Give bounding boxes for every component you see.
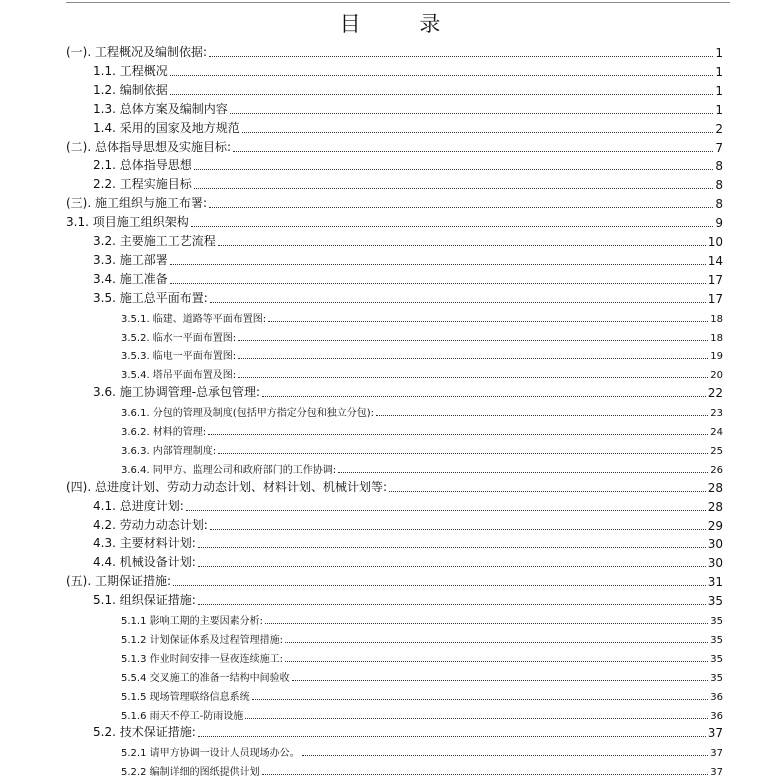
toc-entry-label: 5.1.5 现场管理联络信息系统 bbox=[121, 691, 250, 703]
toc-dot-leader bbox=[208, 434, 708, 435]
toc-entry-label: 5.1.3 作业时间安排一昼夜连续施工: bbox=[121, 653, 283, 665]
toc-entry-label: 2.1. 总体指导思想 bbox=[93, 158, 192, 173]
toc-entry[interactable] bbox=[121, 649, 723, 665]
toc-dot-leader bbox=[198, 736, 706, 737]
toc-entry[interactable] bbox=[66, 479, 723, 495]
toc-entry-page-number: 9 bbox=[715, 216, 723, 231]
toc-entry-label: 3.3. 施工部署 bbox=[93, 252, 168, 267]
toc-entry-page-number: 31 bbox=[707, 575, 723, 590]
toc-entry[interactable] bbox=[93, 290, 723, 306]
toc-entry[interactable] bbox=[93, 498, 723, 514]
toc-entry-page-number: 26 bbox=[710, 464, 723, 476]
toc-entry-page-number: 1 bbox=[715, 64, 723, 79]
toc-entry[interactable] bbox=[93, 82, 723, 98]
toc-entry-label: 3.5.3. 临电一平面布置图: bbox=[121, 351, 237, 363]
toc-entry-label: 3.5.2. 临水一平面布置图: bbox=[121, 332, 237, 344]
toc-dot-leader bbox=[198, 547, 706, 548]
toc-entry-page-number: 25 bbox=[710, 445, 723, 457]
toc-entry-page-number: 36 bbox=[710, 691, 723, 703]
toc-dot-leader bbox=[265, 623, 708, 624]
toc-dot-leader bbox=[191, 226, 714, 227]
toc-entry-page-number: 35 bbox=[710, 653, 723, 665]
toc-entry-label: 5.5.4 交叉施工的准备一结构中间验收 bbox=[121, 672, 290, 684]
toc-entry[interactable] bbox=[93, 384, 723, 400]
toc-entry-label: 3.6.2. 材料的管理: bbox=[121, 427, 207, 438]
toc-entry[interactable] bbox=[121, 762, 723, 778]
toc-entry[interactable] bbox=[121, 630, 723, 646]
toc-entry-label: 3.4. 施工准备 bbox=[93, 271, 168, 286]
toc-entry[interactable] bbox=[121, 422, 723, 438]
toc-entry-page-number: 8 bbox=[715, 197, 723, 212]
toc-entry[interactable] bbox=[93, 176, 723, 192]
toc-entry-page-number: 7 bbox=[715, 140, 723, 155]
toc-dot-leader bbox=[238, 358, 708, 359]
toc-entry-page-number: 17 bbox=[707, 272, 723, 287]
toc-entry[interactable] bbox=[121, 706, 723, 722]
toc-entry-label: 5.2. 技术保证措施: bbox=[93, 725, 196, 740]
toc-entry-label: (一). 工程概况及编制依据: bbox=[66, 45, 208, 59]
toc-entry[interactable] bbox=[121, 346, 723, 362]
toc-entry-label: (三). 施工组织与施工布署: bbox=[66, 196, 208, 211]
toc-entry-page-number: 24 bbox=[710, 427, 723, 438]
toc-dot-leader bbox=[230, 113, 714, 114]
toc-entry-page-number: 30 bbox=[707, 556, 723, 571]
toc-entry-label: 3.5.4. 塔吊平面布置及图: bbox=[121, 370, 237, 382]
toc-dot-leader bbox=[198, 604, 706, 605]
top-rule bbox=[66, 2, 730, 3]
toc-entry-page-number: 37 bbox=[707, 726, 723, 741]
toc-entry-page-number: 18 bbox=[710, 332, 723, 344]
toc-entry-label: 3.5.1. 临建、道路等平面布置图: bbox=[121, 313, 267, 325]
toc-dot-leader bbox=[233, 151, 713, 152]
toc-entry-label: 4.2. 劳动力动态计划: bbox=[93, 517, 208, 532]
toc-entry-page-number: 1 bbox=[715, 83, 723, 98]
toc-entry[interactable] bbox=[121, 743, 723, 759]
toc-entry-page-number: 35 bbox=[710, 634, 723, 646]
toc-entry[interactable] bbox=[66, 214, 723, 230]
toc-entry-label: 4.4. 机械设备计划: bbox=[93, 555, 196, 570]
toc-entry-page-number: 10 bbox=[707, 235, 723, 249]
toc-entry-page-number: 14 bbox=[707, 253, 723, 268]
toc-entry-label: 3.2. 主要施工工艺流程 bbox=[93, 234, 216, 248]
toc-entry-label: (二). 总体指导思想及实施目标: bbox=[66, 139, 232, 154]
toc-dot-leader bbox=[210, 302, 706, 303]
toc-entry[interactable] bbox=[121, 441, 723, 457]
toc-entry[interactable] bbox=[121, 611, 723, 627]
toc-entry[interactable] bbox=[66, 139, 723, 155]
toc-dot-leader bbox=[268, 321, 708, 322]
toc-entry-label: 3.6.1. 分包的管理及制度(包括甲方指定分包和独立分包): bbox=[121, 408, 374, 420]
toc-entry-label: 3.1. 项目施工组织架构 bbox=[66, 215, 189, 230]
toc-entry[interactable] bbox=[121, 328, 723, 344]
toc-entry-label: (四). 总进度计划、劳动力动态计划、材料计划、机械计划等: bbox=[66, 479, 388, 494]
toc-entry[interactable] bbox=[93, 157, 723, 173]
toc-entry-label: 5.1.2 计划保证体系及过程管理措施: bbox=[121, 634, 283, 646]
toc-entry-page-number: 35 bbox=[707, 594, 723, 609]
toc-entry-page-number: 28 bbox=[707, 499, 723, 514]
toc-entry[interactable] bbox=[66, 195, 723, 211]
toc-entry[interactable] bbox=[93, 101, 723, 117]
toc-dot-leader bbox=[170, 94, 714, 95]
toc-entry[interactable] bbox=[121, 309, 723, 325]
toc-entry-page-number: 1 bbox=[715, 102, 723, 117]
toc-dot-leader bbox=[186, 510, 706, 511]
toc-entry[interactable] bbox=[93, 271, 723, 287]
toc-entry[interactable] bbox=[121, 403, 723, 419]
toc-entry-page-number: 22 bbox=[707, 386, 723, 401]
toc-dot-leader bbox=[285, 661, 708, 662]
toc-entry[interactable] bbox=[121, 687, 723, 703]
toc-dot-leader bbox=[209, 207, 713, 208]
toc-dot-leader bbox=[194, 188, 714, 189]
toc-entry-label: 5.1.6 雨天不停工-防雨设施 bbox=[121, 710, 244, 722]
toc-entry[interactable] bbox=[66, 44, 723, 60]
toc-entry[interactable] bbox=[121, 460, 723, 476]
toc-entry-label: 1.2. 编制依据 bbox=[93, 82, 168, 97]
toc-entry[interactable] bbox=[66, 573, 723, 589]
toc-entry-page-number: 30 bbox=[707, 537, 723, 552]
toc-entry[interactable] bbox=[93, 535, 723, 551]
toc-entry-label: 5.2.2 编制详细的图纸提供计划 bbox=[121, 767, 260, 778]
toc-entry-page-number: 28 bbox=[707, 480, 723, 495]
toc-dot-leader bbox=[170, 283, 706, 284]
toc-entry[interactable] bbox=[121, 365, 723, 381]
toc-entry-page-number: 29 bbox=[707, 518, 723, 533]
toc-dot-leader bbox=[389, 491, 706, 492]
toc-entry-label: (五). 工期保证措施: bbox=[66, 574, 172, 589]
toc-dot-leader bbox=[245, 718, 708, 719]
toc-entry-label: 1.4. 采用的国家及地方规范 bbox=[93, 120, 240, 135]
toc-dot-leader bbox=[218, 245, 706, 246]
toc-entry[interactable] bbox=[93, 554, 723, 570]
toc-entry[interactable] bbox=[121, 668, 723, 684]
toc-entry-page-number: 8 bbox=[715, 178, 723, 193]
toc-entry[interactable] bbox=[93, 592, 723, 608]
toc-entry-page-number: 35 bbox=[710, 672, 723, 684]
toc-entry[interactable] bbox=[93, 120, 723, 136]
toc-dot-leader bbox=[198, 566, 706, 567]
toc-entry[interactable] bbox=[93, 517, 723, 533]
toc-entry-label: 3.6.3. 内部管理制度: bbox=[121, 445, 217, 457]
toc-entry-page-number: 2 bbox=[715, 121, 723, 136]
toc-entry-label: 2.2. 工程实施目标 bbox=[93, 177, 192, 192]
toc-entry-label: 3.6. 施工协调管理-总承包管理: bbox=[93, 385, 261, 400]
toc-dot-leader bbox=[170, 264, 706, 265]
toc-entry-page-number: 35 bbox=[710, 616, 723, 627]
toc-dot-leader bbox=[238, 340, 708, 341]
toc-dot-leader bbox=[210, 529, 706, 530]
toc-entry-page-number: 23 bbox=[710, 408, 723, 420]
toc-dot-leader bbox=[194, 169, 714, 170]
toc-dot-leader bbox=[173, 585, 706, 586]
toc-entry-label: 4.3. 主要材料计划: bbox=[93, 536, 196, 551]
toc-entry-label: 5.1. 组织保证措施: bbox=[93, 593, 196, 608]
toc-dot-leader bbox=[338, 472, 708, 473]
toc-entry-page-number: 37 bbox=[710, 748, 723, 760]
toc-entry-label: 3.6.4. 同甲方、监理公司和政府部门的工作协调: bbox=[121, 464, 337, 476]
page-title: 目 录 bbox=[339, 12, 467, 36]
toc-entry[interactable] bbox=[93, 233, 723, 249]
toc-dot-leader bbox=[292, 680, 709, 681]
toc-dot-leader bbox=[285, 642, 708, 643]
toc-dot-leader bbox=[242, 132, 714, 133]
toc-dot-leader bbox=[238, 377, 708, 378]
toc-entry[interactable] bbox=[93, 63, 723, 79]
toc-entry-label: 3.5. 施工总平面布置: bbox=[93, 290, 208, 305]
toc-entry-page-number: 36 bbox=[710, 710, 723, 722]
toc-entry-page-number: 37 bbox=[710, 767, 723, 778]
toc-entry-label: 1.1. 工程概况 bbox=[93, 63, 168, 78]
toc-dot-leader bbox=[170, 75, 714, 76]
toc-dot-leader bbox=[302, 755, 709, 756]
toc-entry-label: 1.3. 总体方案及编制内容 bbox=[93, 101, 228, 116]
toc-dot-leader bbox=[262, 396, 706, 397]
toc-entry-page-number: 20 bbox=[710, 370, 723, 382]
toc-entry-page-number: 8 bbox=[715, 159, 723, 174]
toc-entry-page-number: 19 bbox=[710, 351, 723, 363]
toc-dot-leader bbox=[218, 453, 708, 454]
toc-entry[interactable] bbox=[93, 724, 723, 740]
toc-entry[interactable] bbox=[93, 252, 723, 268]
toc-entry-page-number: 1 bbox=[715, 46, 723, 60]
toc-entry-label: 4.1. 总进度计划: bbox=[93, 498, 184, 513]
toc-entry-label: 5.1.1 影响工期的主要因素分析: bbox=[121, 616, 263, 627]
toc-entry-label: 5.2.1 请甲方协调一设计人员现场办公。 bbox=[121, 748, 300, 760]
toc-entry-page-number: 18 bbox=[710, 313, 723, 325]
toc-dot-leader bbox=[262, 774, 709, 775]
toc-dot-leader bbox=[376, 415, 708, 416]
toc-entry-page-number: 17 bbox=[707, 291, 723, 306]
toc-dot-leader bbox=[252, 699, 709, 700]
toc-dot-leader bbox=[209, 56, 713, 57]
